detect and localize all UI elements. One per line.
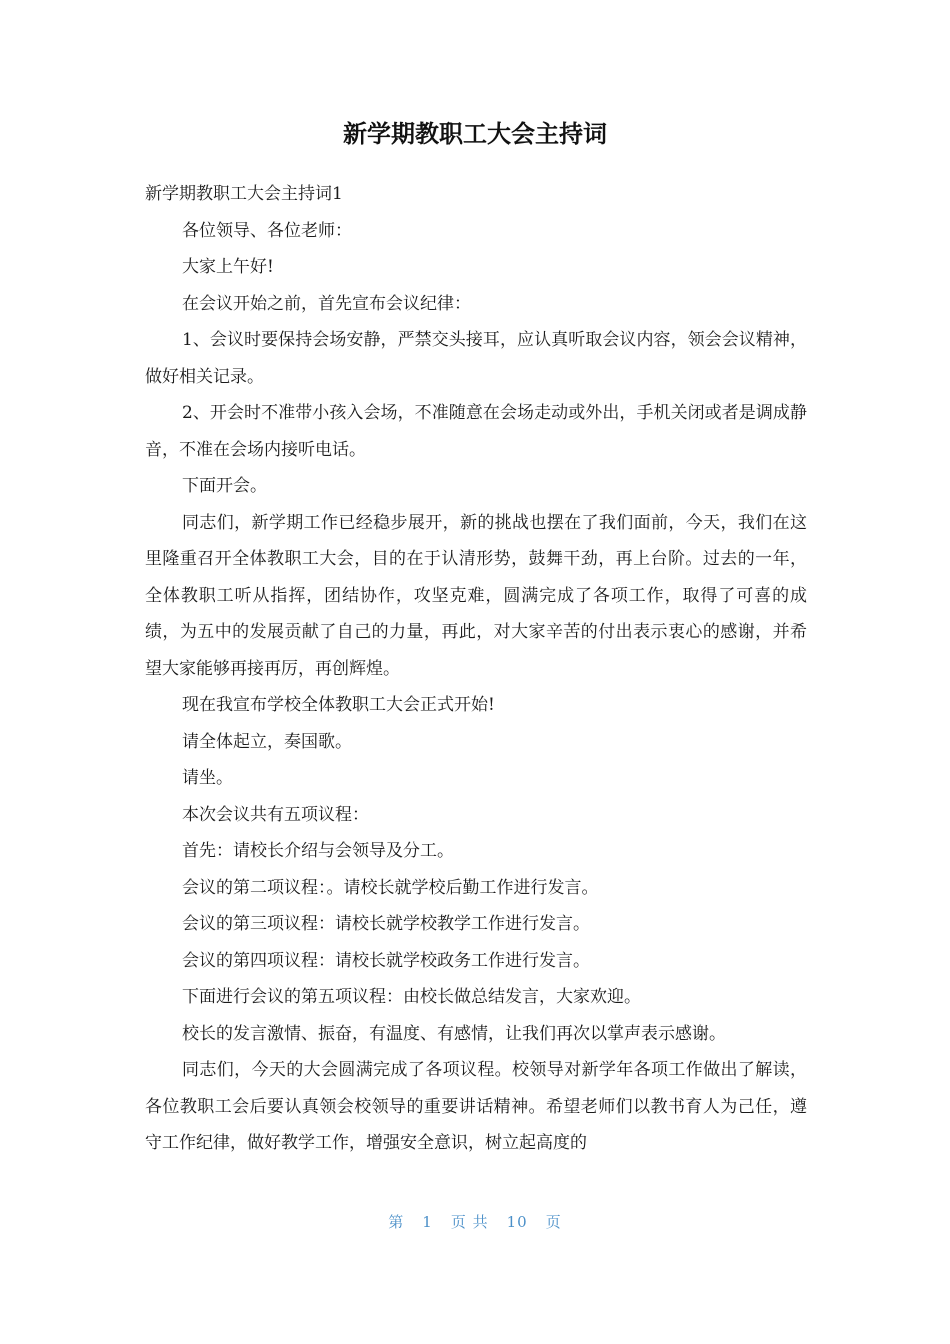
paragraph: 2、开会时不准带小孩入会场，不准随意在会场走动或外出，手机关闭或者是调成静音，不准在会场内接听电话。 xyxy=(145,403,807,460)
paragraph: 会议的第四项议程：请校长就学校政务工作进行发言。 xyxy=(182,950,590,971)
paragraph: 会议的第二项议程：。请校长就学校后勤工作进行发言。 xyxy=(182,877,599,898)
paragraph: 首先：请校长介绍与会领导及分工。 xyxy=(182,841,454,861)
paragraph: 同志们，新学期工作已经稳步展开，新的挑战也摆在了我们面前，今天，我们在这里隆重召开全体教职工大会，目的在于认清形势，鼓舞干劲，再上台阶。过去的一年，全体教职工听从指挥，团结协作，攻坚克难，圆满完成了各项工作，取得了可喜的成绩，为五中的发展贡献了自己的力量，再此，对大家辛苦的付出表示衷心的感谢，并希望大家能够再接再厉，再创辉煌。 xyxy=(145,512,807,679)
paragraph: 各位领导、各位老师： xyxy=(182,220,352,241)
paragraph: 1、会议时要保持会场安静，严禁交头接耳，应认真听取会议内容，领会会议精神，做好相关记录。 xyxy=(145,330,807,387)
footer-suffix: 页 xyxy=(545,1213,562,1231)
paragraph: 同志们，今天的大会圆满完成了各项议程。校领导对新学年各项工作做出了解读，各位教职工会后要认真领会校领导的重要讲话精神。希望老师们以教书育人为己任，遵守工作纪律，做好教学工作，增强安全意识，树立起高度的 xyxy=(145,1060,807,1153)
document-body xyxy=(145,176,807,1162)
paragraph: 现在我宣布学校全体教职工大会正式开始! xyxy=(182,695,495,715)
paragraph: 下面进行会议的第五项议程：由校长做总结发言，大家欢迎。 xyxy=(182,987,641,1007)
document-title: 新学期教职工大会主持词 xyxy=(343,120,607,148)
paragraph: 大家上午好! xyxy=(182,257,274,277)
paragraph: 新学期教职工大会主持词1 xyxy=(145,184,343,204)
footer-middle: 页 共 xyxy=(450,1213,489,1231)
paragraph: 本次会议共有五项议程： xyxy=(182,804,369,825)
paragraph: 校长的发言激情、振奋，有温度、有感情，让我们再次以掌声表示感谢。 xyxy=(182,1023,726,1044)
paragraph: 会议的第三项议程：请校长就学校教学工作进行发言。 xyxy=(182,914,590,934)
page-number-footer xyxy=(0,1208,950,1236)
paragraph: 在会议开始之前，首先宣布会议纪律： xyxy=(182,293,471,314)
footer-current-page: 1 xyxy=(422,1213,433,1231)
footer-total-pages: 10 xyxy=(506,1213,528,1231)
footer-prefix: 第 xyxy=(388,1213,405,1231)
paragraph: 请全体起立，奏国歌。 xyxy=(182,731,352,752)
paragraph: 请坐。 xyxy=(182,768,233,788)
paragraph: 下面开会。 xyxy=(182,476,267,496)
